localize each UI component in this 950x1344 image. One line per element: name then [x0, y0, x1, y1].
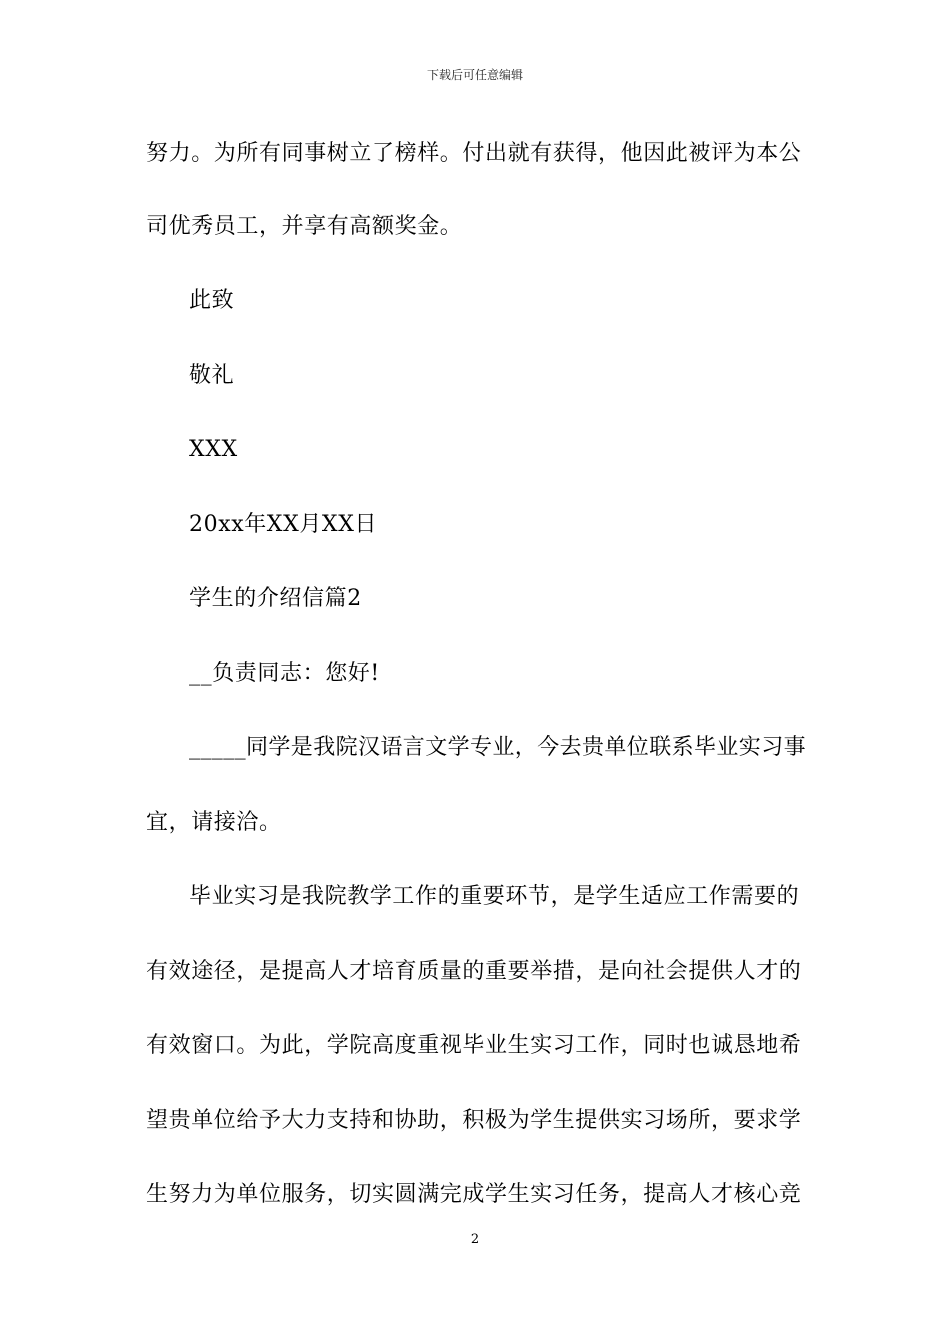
closing-regards: 敬礼	[189, 363, 235, 388]
signature-date: 20xx年XX月XX日	[189, 512, 378, 537]
paragraph-line: 望贵单位给予大力支持和协助，积极为学生提供实习场所，要求学	[146, 1108, 802, 1133]
closing-salutation: 此致	[189, 288, 235, 313]
paragraph-line: 宜，请接洽。	[146, 810, 282, 835]
page-number: 2	[470, 1232, 480, 1247]
paragraph-line: 有效途径，是提高人才培育质量的重要举措，是向社会提供人才的	[146, 959, 802, 984]
letter-greeting: __负责同志：您好!	[189, 661, 380, 686]
page-header: 下载后可任意编辑	[426, 68, 523, 82]
signature-name: XXX	[189, 437, 238, 462]
paragraph-line: 毕业实习是我院教学工作的重要环节，是学生适应工作需要的	[189, 884, 800, 909]
paragraph-line: 努力。为所有同事树立了榜样。付出就有获得，他因此被评为本公	[146, 141, 802, 166]
paragraph-line: 有效窗口。为此，学院高度重视毕业生实习工作，同时也诚恳地希	[146, 1033, 802, 1058]
section-title: 学生的介绍信篇2	[189, 586, 362, 611]
paragraph-line: 司优秀员工，并享有高额奖金。	[146, 214, 463, 239]
paragraph-line: _____同学是我院汉语言文学专业，今去贵单位联系毕业实习事	[189, 735, 807, 760]
paragraph-line: 生努力为单位服务，切实圆满完成学生实习任务，提高人才核心竞	[146, 1182, 802, 1207]
